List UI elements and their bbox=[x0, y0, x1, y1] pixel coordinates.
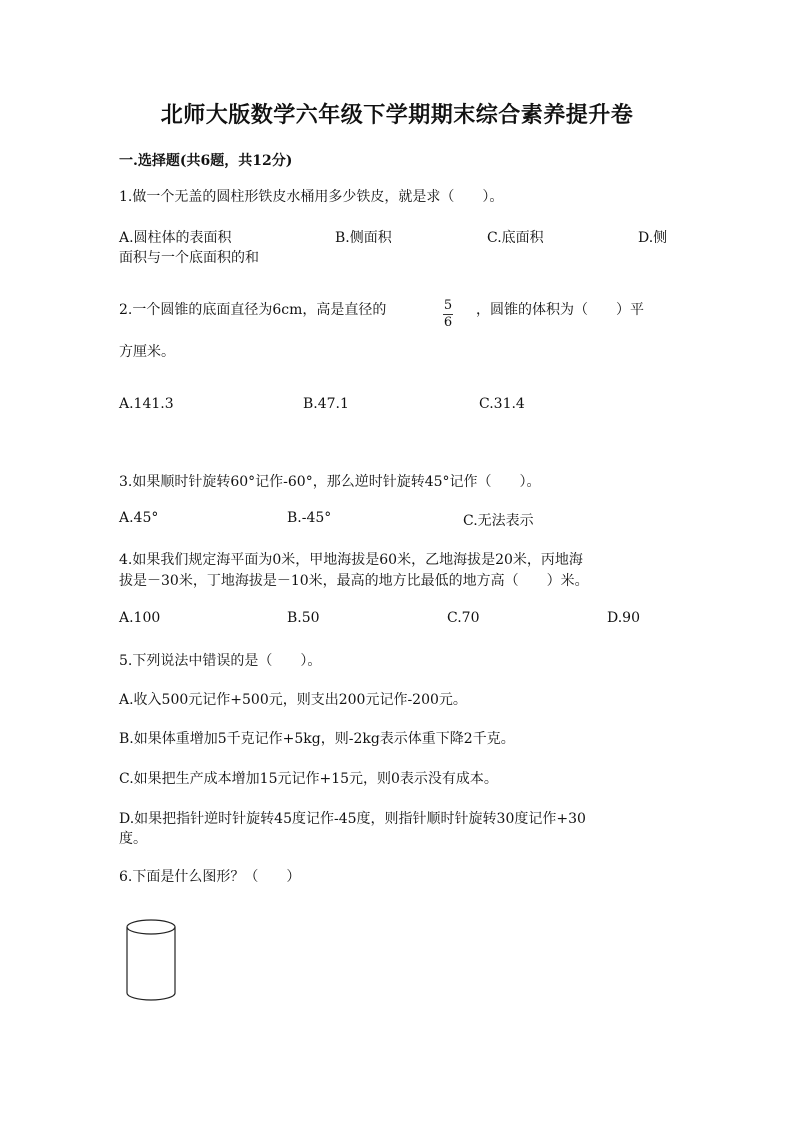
q2-option-b: B.47.1 bbox=[303, 396, 349, 412]
q2-option-c: C.31.4 bbox=[479, 396, 525, 412]
q1-option-c: C.底面积 bbox=[487, 230, 544, 246]
q3-option-b: B.-45° bbox=[287, 510, 332, 526]
q5-option-a: A.收入500元记作+500元，则支出200元记作-200元。 bbox=[119, 692, 467, 708]
q2-option-a: A.141.3 bbox=[119, 396, 174, 412]
q5-option-b: B.如果体重增加5千克记作+5kg，则-2kg表示体重下降2千克。 bbox=[119, 731, 515, 747]
question-4-line1: 4.如果我们规定海平面为0米，甲地海拔是60米，乙地海拔是20米，丙地海 bbox=[119, 552, 583, 568]
question-3: 3.如果顺时针旋转60°记作-60°，那么逆时针旋转45°记作（ ）。 bbox=[119, 474, 541, 490]
q4-option-a: A.100 bbox=[119, 610, 161, 626]
q1-option-b: B.侧面积 bbox=[335, 230, 392, 246]
q4-option-c: C.70 bbox=[447, 610, 480, 626]
question-2-part2: ，圆锥的体积为（ ）平 bbox=[476, 302, 644, 318]
q3-option-a: A.45° bbox=[119, 510, 159, 526]
q5-option-d-cont: 度。 bbox=[119, 831, 147, 847]
q5-option-c: C.如果把生产成本增加15元记作+15元，则0表示没有成本。 bbox=[119, 771, 498, 787]
q4-option-b: B.50 bbox=[287, 610, 320, 626]
q2-fraction-denominator: 6 bbox=[443, 315, 453, 330]
q1-option-a: A.圆柱体的表面积 bbox=[119, 230, 232, 246]
question-2-part1: 2.一个圆锥的底面直径为6cm，高是直径的 bbox=[119, 302, 387, 318]
q2-fraction-numerator: 5 bbox=[443, 298, 453, 313]
q1-option-d-cont: 面积与一个底面积的和 bbox=[119, 250, 259, 266]
q1-option-d: D.侧 bbox=[638, 230, 668, 246]
q2-fraction bbox=[443, 294, 453, 330]
question-2-part3: 方厘米。 bbox=[119, 344, 175, 360]
q5-option-d: D.如果把指针逆时针旋转45度记作-45度，则指针顺时针旋转30度记作+30 bbox=[119, 811, 586, 827]
question-1: 1.做一个无盖的圆柱形铁皮水桶用多少铁皮，就是求（ ）。 bbox=[119, 189, 504, 205]
section-heading: 一.选择题(共6题，共12分) bbox=[119, 153, 293, 169]
question-5: 5.下列说法中错误的是（ ）。 bbox=[119, 653, 322, 669]
question-6: 6.下面是什么图形？（ ） bbox=[119, 869, 301, 885]
question-4-line2: 拔是－30米，丁地海拔是－10米，最高的地方比最低的地方高（ ）米。 bbox=[119, 573, 589, 589]
cylinder-figure bbox=[120, 916, 182, 1004]
q4-option-d: D.90 bbox=[607, 610, 640, 626]
q3-option-c: C.无法表示 bbox=[463, 513, 534, 529]
page-title: 北师大版数学六年级下学期期末综合素养提升卷 bbox=[160, 102, 634, 128]
